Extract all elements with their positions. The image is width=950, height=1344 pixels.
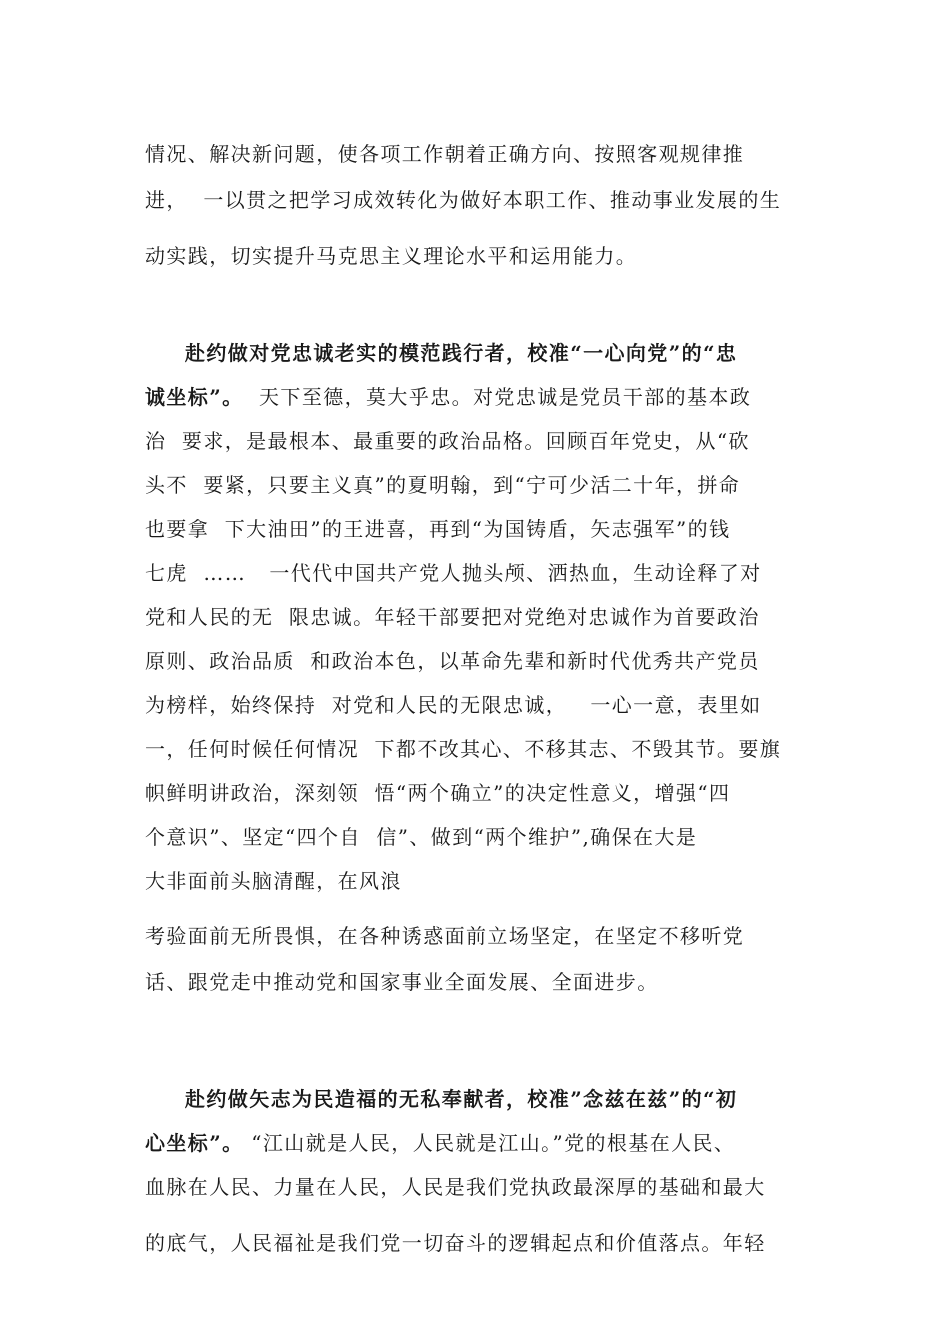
paragraph-2-line: 党和人民的无 限忠诚。年轻干部要把对党绝对忠诚作为首要政治: [145, 605, 760, 629]
paragraph-2-line: 也要拿 下大油田”的王进喜，再到“为国铸盾，矢志强军”的钱: [145, 517, 731, 541]
paragraph-2-line: 治 要求，是最根本、最重要的政治品格。回顾百年党史，从“砍: [145, 429, 750, 453]
paragraph-4-line: 的底气，人民福祉是我们党一切奋斗的逻辑起点和价值落点。年轻: [145, 1231, 766, 1255]
paragraph-1-line-2: 进， 一以贯之把学习成效转化为做好本职工作、推动事业发展的生: [145, 188, 782, 212]
paragraph-4-line: 血脉在人民、力量在人民，人民是我们党执政最深厚的基础和最大: [145, 1175, 766, 1199]
paragraph-2-heading-line-2: 诚坐标”。: [145, 385, 244, 409]
paragraph-2-line: 个意识”、坚定“四个自 信”、做到“两个维护”,确保在大是: [145, 825, 698, 849]
paragraph-1-line-3: 动实践，切实提升马克思主义理论水平和运用能力。: [145, 244, 638, 268]
paragraph-2-line: 大非面前头脑清醒，在风浪: [145, 869, 402, 893]
paragraph-4-heading-line-1: 赴约做矢志为民造福的无私奉献者，校准”念兹在兹”的“初: [185, 1087, 738, 1111]
paragraph-1-line-1: 情况、解决新问题，使各项工作朝着正确方向、按照客观规律推: [145, 142, 745, 166]
paragraph-2-line: 一，任何时候任何情况 下都不改其心、不移其志、不毁其节。要旗: [145, 737, 782, 761]
paragraph-4-heading-line-2: 心坐标”。: [145, 1131, 244, 1155]
paragraph-2-line: 头不 要紧，只要主义真”的夏明翰，到“宁可少活二十年，拼命: [145, 473, 741, 497]
paragraph-2-line: 为榜样，始终保持 对党和人民的无限忠诚， 一心一意，表里如: [145, 693, 762, 717]
paragraph-2-line: 七虎 …… 一代代中国共产党人抛头颅、洒热血，生动诠释了对: [145, 561, 762, 585]
paragraph-2-line: 帜鲜明讲政治，深刻领 悟“两个确立”的决定性意义，增强“四: [145, 781, 731, 805]
paragraph-3-line-1: 考验面前无所畏惧，在各种诱惑面前立场坚定，在坚定不移听党: [145, 924, 745, 948]
paragraph-4-line-2-text: “江山就是人民，人民就是江山。”党的根基在人民、: [243, 1131, 736, 1155]
paragraph-2-line-2: [145, 383, 751, 411]
paragraph-4-line-2: [145, 1129, 735, 1157]
paragraph-2-line-2-text: 天下至德，莫大乎忠。对党忠诚是党员干部的基本政: [243, 385, 752, 409]
paragraph-2-line: 原则、政治品质 和政治本色，以革命先辈和新时代优秀共产党员: [145, 649, 760, 673]
paragraph-3-line-2: 话、跟党走中推动党和国家事业全面发展、全面进步。: [145, 970, 659, 994]
paragraph-2-heading-line-1: 赴约做对党忠诚老实的模范践行者，校准“一心向党”的“忠: [185, 341, 738, 365]
